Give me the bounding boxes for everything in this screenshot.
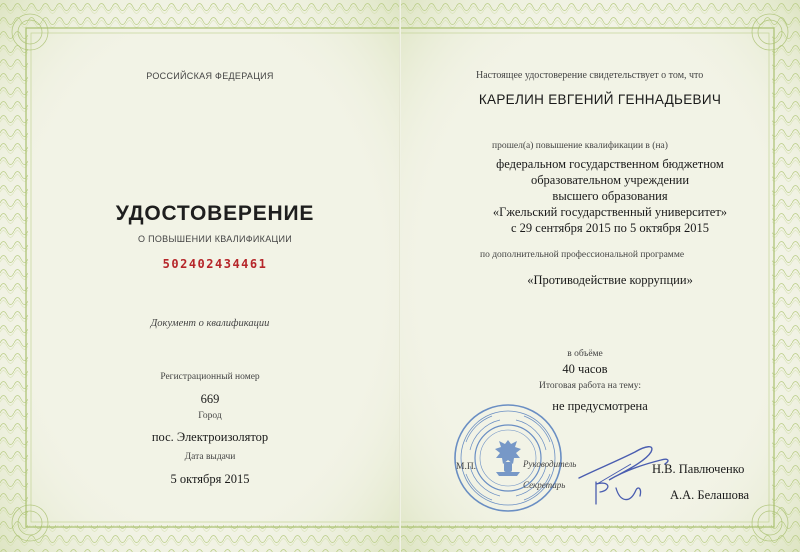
registration-number: 669 [200,392,220,406]
volume-value: 40 часов [562,362,608,376]
institution-line-4: «Гжельский государственный университет» [492,205,728,219]
institution-line-3: высшего образования [552,189,668,203]
passed-text: прошел(а) повышение квалификации в (на) [492,141,668,151]
secretary-name: А.А. Белашова [670,488,750,502]
secretary-label: Секретарь [523,480,566,490]
institution-line-2: образовательном учреждении [530,173,690,187]
document-subtitle: О ПОВЫШЕНИИ КВАЛИФИКАЦИИ [137,234,292,244]
volume-label: в объёме [567,349,603,359]
intro-text: Настоящее удостоверение свидетельствует о том, что [476,70,704,81]
final-work-label: Итоговая работа на тему: [539,381,641,391]
institution-line-1: федеральном государственном бюджетном [496,157,724,171]
seal-place-label: М.П. [456,462,477,472]
document-number: 502402434461 [162,257,268,271]
page-fold [399,0,401,552]
head-label: Руководитель [523,459,577,469]
final-work-value: не предусмотрена [552,399,648,413]
city-label: Город [198,411,222,421]
country-label: РОССИЙСКАЯ ФЕДЕРАЦИЯ [146,71,274,81]
secretary-signature [590,478,650,508]
city-value: пос. Электроизолятор [151,430,269,444]
eagle-emblem [495,440,521,476]
document-type: Документ о квалификации [150,318,270,329]
program-name: «Противодействие коррупции» [527,273,693,287]
issue-date-label: Дата выдачи [184,452,236,462]
registration-label: Регистрационный номер [160,372,260,382]
head-name: Н.В. Павлюченко [652,462,745,476]
person-name: КАРЕЛИН ЕВГЕНИЙ ГЕННАДЬЕВИЧ [478,92,722,107]
program-label: по дополнительной профессиональной программе [480,250,685,260]
right-page [400,0,800,552]
official-stamp [452,402,564,514]
document-title: УДОСТОВЕРЕНИЕ [115,202,315,225]
training-period: с 29 сентября 2015 по 5 октября 2015 [510,221,710,235]
issue-date-value: 5 октября 2015 [170,472,250,486]
